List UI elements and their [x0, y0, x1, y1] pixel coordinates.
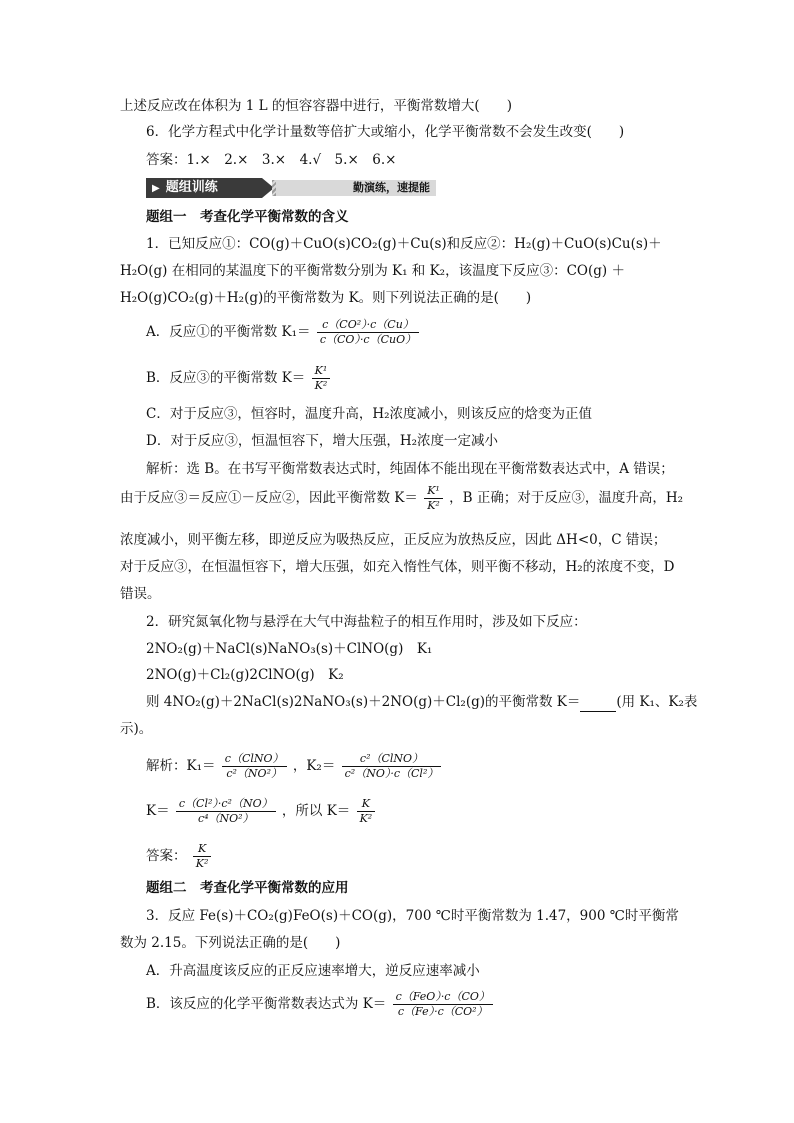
analysis-line: 解析：K₁＝ $\frac{\text{c（ClNO）}}{\text{c²（NO²）}}$ ，K₂＝ $\frac{\text{c²（ClNO）}}{\text{c²（NO）·c（Cl²）}}$ [146, 752, 706, 781]
analysis-line: 对于反应③，在恒温恒容下，增大压强，如充入惰性气体，则平衡不移动，H₂的浓度不变，D [120, 559, 675, 575]
answer-line: 答案：1.× 2.× 3.× 4.√ 5.× 6.× [146, 152, 397, 168]
fraction: $\frac{\text{K¹}}{\text{K²}}$ [312, 364, 331, 393]
reaction-equation: 2NO₂(g)＋NaCl(s)NaNO₃(s)＋ClNO(g) K₁ [146, 641, 433, 657]
fraction: $\frac{\text{c（FeO）·c（CO）}}{\text{c（Fe）·c（CO²）}}$ [393, 990, 493, 1019]
fraction: $\frac{\text{c²（ClNO）}}{\text{c²（NO）·c（Cl²）}}$ [342, 752, 442, 781]
option-a: A．升高温度该反应的正反应速率增大，逆反应速率减小 [146, 963, 480, 979]
reaction-equation: 2NO(g)＋Cl₂(g)2ClNO(g) K₂ [146, 667, 344, 683]
play-icon: ▶ [152, 183, 160, 194]
fraction: $\frac{\text{c（CO²）·c（Cu）}}{\text{c（CO）·c（CuO）}}$ [317, 318, 419, 347]
analysis-line: 解析：选 B。在书写平衡常数表达式时，纯固体不能出现在平衡常数表达式中，A 错误； [146, 461, 674, 477]
question-3-line: 数为 2.15。下列说法正确的是( ) [120, 935, 341, 951]
fraction: $\frac{K}{\text{K²}}$ [357, 797, 376, 826]
option-c: C．对于反应③，恒容时，温度升高，H₂浓度减小，则该反应的焓变为正值 [146, 406, 593, 422]
option-b: B．反应③的平衡常数 K＝ $\frac{\text{K¹}}{\text{K²}}$ [146, 364, 706, 393]
group-heading-1: 题组一 考查化学平衡常数的含义 [146, 209, 349, 225]
banner-title: ▶ 题组训练 [146, 178, 262, 198]
analysis-line: 错误。 [120, 586, 161, 602]
statement-6: 6．化学方程式中化学计量数等倍扩大或缩小，化学平衡常数不会发生改变( ) [146, 124, 625, 140]
fraction: $\frac{\text{c（Cl²）·c²（NO）}}{\text{c⁴（NO²）}}$ [176, 797, 276, 826]
question-1-line: H₂O(g) 在相同的某温度下的平衡常数分别为 K₁ 和 K₂，该温度下反应③：CO(g) ＋ [120, 263, 625, 279]
section-banner [146, 178, 436, 198]
analysis-line: 由于反应③＝反应①－反应②，因此平衡常数 K＝ $\frac{\text{K¹}}{\text{K²}}$ ，B 正确；对于反应③，温度升高，H₂ [120, 484, 684, 512]
question-1-line: 1．已知反应①：CO(g)＋CuO(s)CO₂(g)＋Cu(s)和反应②：H₂(g)＋CuO(s)Cu(s)＋ [146, 236, 662, 252]
text-line: 上述反应改在体积为 1 L 的恒容容器中进行，平衡常数增大( ) [120, 98, 512, 114]
banner-subtitle: 勤演练，速提能 [276, 180, 436, 196]
question-1-line: H₂O(g)CO₂(g)＋H₂(g)的平衡常数为 K。则下列说法正确的是( ) [120, 290, 532, 306]
fraction: $\frac{\text{c（ClNO）}}{\text{c²（NO²）}}$ [222, 752, 287, 781]
option-b: B．该反应的化学平衡常数表达式为 K＝ $\frac{\text{c（FeO）·c（CO）}}{\text{c（Fe）·c（CO²）}}$ [146, 990, 706, 1019]
group-heading-2: 题组二 考查化学平衡常数的应用 [146, 880, 349, 896]
answer-line: 答案： $\frac{K}{\text{K²}}$ [146, 842, 706, 871]
fraction: $\frac{\text{K¹}}{\text{K²}}$ [424, 484, 443, 513]
question-2-line: 示)。 [120, 721, 153, 737]
question-3-line: 3．反应 Fe(s)＋CO₂(g)FeO(s)＋CO(g)，700 ℃时平衡常数为 1.47，900 ℃时平衡常 [146, 908, 679, 924]
option-a: A．反应①的平衡常数 K₁＝ $\frac{\text{c（CO²）·c（Cu）}}{\text{c（CO）·c（CuO）}}$ [146, 318, 706, 347]
option-d: D．对于反应③，恒温恒容下，增大压强，H₂浓度一定减小 [146, 433, 499, 449]
fraction: $\frac{K}{\text{K²}}$ [193, 842, 212, 871]
question-2-line: 则 4NO₂(g)＋2NaCl(s)2NaNO₃(s)＋2NO(g)＋Cl₂(g)的平衡常数 K＝ (用 K₁、K₂表 [146, 694, 698, 710]
question-2-line: 2．研究氮氧化物与悬浮在大气中海盐粒子的相互作用时，涉及如下反应： [146, 614, 587, 630]
answer-blank [580, 697, 616, 712]
analysis-line: K＝ $\frac{\text{c（Cl²）·c²（NO）}}{\text{c⁴（NO²）}}$ ，所以 K＝ $\frac{K}{\text{K²}}$ [146, 797, 706, 826]
analysis-line: 浓度减小，则平衡左移，即逆反应为吸热反应，正反应为放热反应，因此 ΔH<0，C 错误； [120, 532, 667, 548]
